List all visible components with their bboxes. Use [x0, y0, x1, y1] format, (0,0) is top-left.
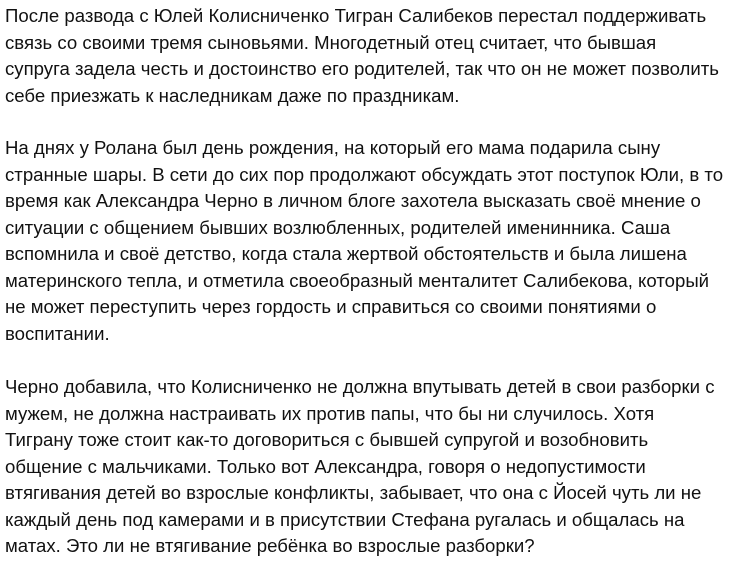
paragraph-1 [5, 3, 719, 109]
paragraph-line: материнского тепла, и отметила своеобразный менталитет Салибекова, который [5, 269, 710, 291]
paragraph-line: себе приезжать к наследникам даже по праздникам. [5, 84, 460, 106]
paragraph-line: мужем, не должна настраивать их против папы, что бы ни случилось. Хотя [5, 402, 655, 424]
paragraph-line: На днях у Ролана был день рождения, на который его мама подарила сыну [5, 137, 661, 158]
paragraph-line: Тиграну тоже стоит как-то договориться с бывшей супругой и возобновить [5, 429, 649, 450]
paragraph-line: матах. Это ли не втягивание ребёнка во взрослые разборки? [5, 535, 535, 556]
paragraph-line: каждый день под камерами и в присутствии Стефана ругалась и общалась на [5, 508, 685, 530]
paragraph-line: супруга задела честь и достоинство его родителей, так что он не может позволить [5, 58, 719, 79]
paragraph-line: не может переступить через гордость и справиться со своими понятиями о [5, 296, 657, 317]
paragraph-line: После развода с Юлей Колисниченко Тигран Салибеков перестал поддерживать [5, 5, 707, 26]
paragraph-line: связь со своими тремя сыновьями. Многодетный отец считает, что бывшая [5, 31, 657, 53]
paragraph-2 [5, 135, 723, 347]
paragraph-line: странные шары. В сети до сих пор продолжают обсуждать этот поступок Юли, в то [5, 163, 724, 185]
paragraph-line: втягивания детей во взрослые конфликты, забывает, что она с Йосей чуть ли не [5, 482, 702, 503]
paragraph-3 [5, 374, 715, 560]
paragraph-line: время как Александра Черно в личном блоге захотела высказать своё мнение о [5, 190, 701, 211]
paragraph-line: вспомнила и своё детство, когда стала жертвой обстоятельств и была лишена [5, 243, 687, 264]
paragraph-line: воспитании. [5, 322, 110, 344]
paragraph-line: общение с мальчиками. Только вот Александра, говоря о недопустимости [5, 455, 646, 477]
paragraph-line: Черно добавила, что Колисниченко не должна впутывать детей в свои разборки с [5, 376, 715, 397]
paragraph-line: ситуации с общением бывших возлюбленных, родителей именинника. Саша [5, 216, 671, 238]
